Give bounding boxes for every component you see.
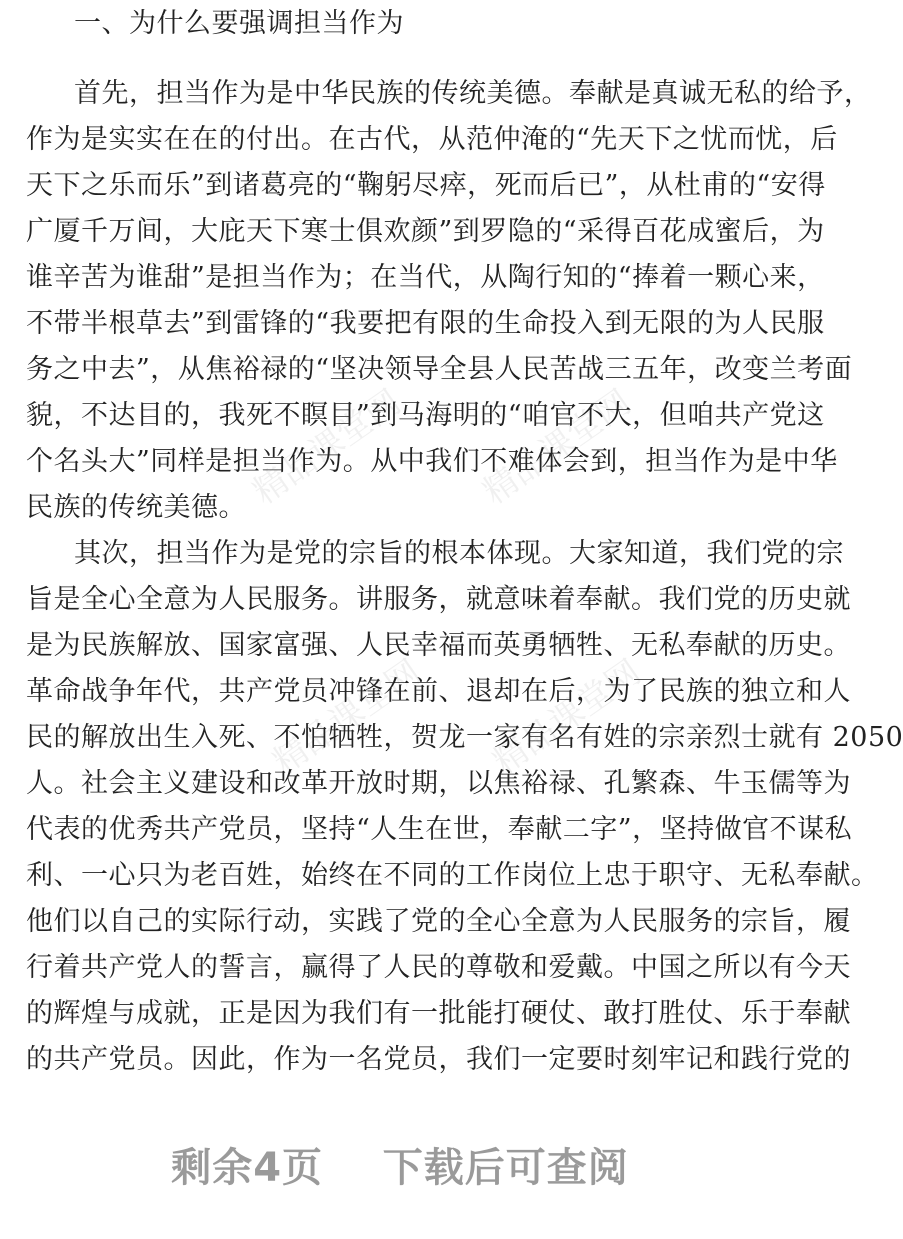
- watermark: 精品课堂网: [265, 652, 429, 783]
- section-heading: 一、为什么要强调担当作为: [74, 8, 404, 39]
- paragraph-line: 天下之乐而乐”到诸葛亮的“鞠躬尽瘁，死而后已”，从杜甫的“安得: [26, 170, 826, 201]
- remaining-pages-download-notice[interactable]: 剩余4页 下载后可查阅: [171, 1145, 629, 1191]
- paragraph-line: 利、一心只为老百姓，始终在不同的工作岗位上忠于职守、无私奉献。: [26, 860, 879, 891]
- paragraph-line: 是为民族解放、国家富强、人民幸福而英勇牺牲、无私奉献的历史。: [26, 630, 851, 661]
- paragraph-line: 其次，担当作为是党的宗旨的根本体现。大家知道，我们党的宗: [74, 538, 844, 569]
- watermark: 精品课堂网: [475, 382, 639, 513]
- paragraph-line: 代表的优秀共产党员，坚持“人生在世，奉献二字”，坚持做官不谋私: [26, 814, 853, 845]
- paragraph-line: 务之中去”，从焦裕禄的“坚决领导全县人民苦战三五年，改变兰考面: [26, 354, 853, 385]
- paragraph-line: 个名头大”同样是担当作为。从中我们不难体会到，担当作为是中华: [26, 446, 838, 477]
- paragraph-line: 首先，担当作为是中华民族的传统美德。奉献是真诚无私的给予，: [74, 78, 872, 109]
- paragraph-line: 行着共产党人的誓言，赢得了人民的尊敬和爱戴。中国之所以有今天: [26, 952, 851, 983]
- paragraph-line: 广厦千万间，大庇天下寒士俱欢颜”到罗隐的“采得百花成蜜后，为: [26, 216, 825, 247]
- watermark: 精品课堂网: [245, 382, 409, 513]
- paragraph-line: 不带半根草去”到雷锋的“我要把有限的生命投入到无限的为人民服: [26, 308, 825, 339]
- paragraph-line: 旨是全心全意为人民服务。讲服务，就意味着奉献。我们党的历史就: [26, 584, 851, 615]
- paragraph-line: 民族的传统美德。: [26, 492, 246, 523]
- paragraph-line: 民的解放出生入死、不怕牺牲，贺龙一家有名有姓的宗亲烈士就有 2050: [26, 722, 903, 753]
- watermark: 精品课堂网: [485, 652, 649, 783]
- paragraph-line: 革命战争年代，共产党员冲锋在前、退却在后，为了民族的独立和人: [26, 676, 851, 707]
- paragraph-line: 人。社会主义建设和改革开放时期，以焦裕禄、孔繁森、牛玉儒等为: [26, 768, 851, 799]
- paragraph-line: 的辉煌与成就，正是因为我们有一批能打硬仗、敢打胜仗、乐于奉献: [26, 998, 851, 1029]
- paragraph-line: 的共产党员。因此，作为一名党员，我们一定要时刻牢记和践行党的: [26, 1044, 851, 1075]
- paragraph-line: 他们以自己的实际行动，实践了党的全心全意为人民服务的宗旨，履: [26, 906, 851, 937]
- paragraph-line: 貌，不达目的，我死不瞑目”到马海明的“咱官不大，但咱共产党这: [26, 400, 825, 431]
- paragraph-line: 谁辛苦为谁甜”是担当作为；在当代，从陶行知的“捧着一颗心来，: [26, 262, 825, 293]
- paragraph-line: 作为是实实在在的付出。在古代，从范仲淹的“先天下之忧而忧，后: [26, 124, 838, 155]
